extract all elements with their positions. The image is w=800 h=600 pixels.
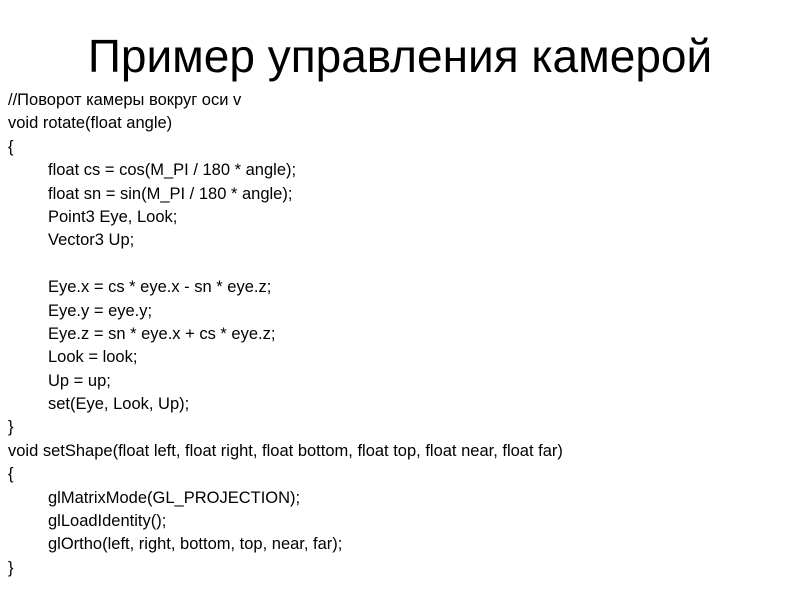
code-line: set(Eye, Look, Up); (48, 395, 190, 414)
code-line: { (8, 465, 14, 484)
code-listing (8, 89, 792, 580)
code-line: void rotate(float angle) (8, 114, 173, 133)
code-line: float sn = sin(M_PI / 180 * angle); (48, 184, 293, 203)
code-line: Point3 Eye, Look; (48, 207, 178, 226)
code-line: //Поворот камеры вокруг оси v (8, 91, 242, 109)
code-line: Vector3 Up; (48, 231, 135, 250)
slide-title: Пример управления камерой (87, 30, 713, 82)
code-line: } (8, 418, 14, 437)
code-line: Eye.x = cs * eye.x - sn * eye.z; (48, 278, 272, 297)
code-line: Look = look; (48, 348, 138, 367)
code-line (8, 253, 792, 276)
code-line: } (8, 558, 14, 577)
code-line: float cs = cos(M_PI / 180 * angle); (48, 161, 297, 180)
code-line: void setShape(float left, float right, float bottom, float top, float near, float far) (8, 441, 563, 460)
code-line: Up = up; (48, 371, 111, 390)
code-line: Eye.y = eye.y; (48, 301, 153, 320)
code-line: { (8, 137, 14, 156)
code-line: Eye.z = sn * eye.x + cs * eye.z; (48, 324, 276, 343)
code-line: glOrtho(left, right, bottom, top, near, far); (48, 535, 343, 554)
code-line: glMatrixMode(GL_PROJECTION); (48, 488, 301, 507)
code-line: glLoadIdentity(); (48, 512, 167, 531)
